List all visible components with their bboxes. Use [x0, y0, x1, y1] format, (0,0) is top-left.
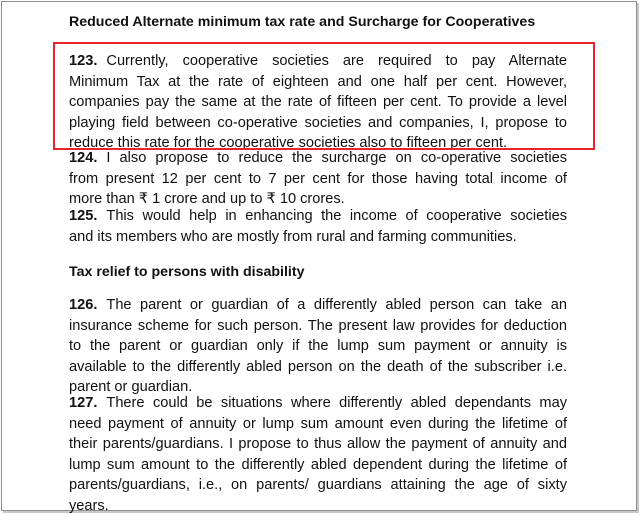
paragraph-number: 123. [69, 53, 98, 69]
paragraph-line: years. [69, 497, 109, 514]
paragraph-124 [69, 148, 567, 210]
paragraph-number: 126. [69, 297, 98, 313]
paragraph-line: from present 12 per cent to 7 per cent for those having total income of [69, 170, 567, 187]
paragraph-number: 125. [69, 208, 98, 224]
section-heading-disability: Tax relief to persons with disability [69, 264, 305, 280]
paragraph-line: parent or guardian. [69, 379, 193, 396]
highlight-annotation-box [53, 42, 595, 150]
paragraph-127 [69, 393, 567, 517]
paragraph-line: to the parent or guardian only if the lump sum payment or annuity is [69, 338, 567, 355]
paragraph-line: insurance scheme for such person. The present law provides for deduction [69, 317, 567, 334]
paragraph-line: 126. The parent or guardian of a differently abled person can take an [69, 297, 567, 313]
paragraph-line: 123. Currently, cooperative societies are required to pay Alternate [69, 53, 567, 69]
paragraph-line: 125. This would help in enhancing the income of cooperative societies [69, 208, 567, 224]
paragraph-line: reduce this rate for the cooperative societies also to fifteen per cent. [69, 135, 508, 152]
paragraph-line: parents/guardians, i.e., on parents/ guardians attaining the age of sixty [69, 477, 567, 494]
paragraph-line: their parents/guardians. I propose to thus allow the payment of annuity and [69, 436, 567, 453]
paragraph-126 [69, 295, 567, 398]
paragraph-line: and its members who are mostly from rural and farming communities. [69, 228, 517, 245]
paragraph-number: 124. [69, 150, 98, 166]
paragraph-line: need payment of annuity or lump sum amount even during the lifetime of [69, 415, 567, 432]
paragraph-line: 124. I also propose to reduce the surcharge on co-operative societies [69, 150, 567, 166]
paragraph-line: companies pay the same at the rate of fifteen per cent. To provide a level [69, 94, 567, 111]
section-heading-cooperatives: Reduced Alternate minimum tax rate and Surcharge for Cooperatives [69, 14, 536, 30]
paragraph-line: lump sum amount to the differently abled dependent during the lifetime of [69, 456, 567, 473]
paragraph-line: playing field between co-operative societies and companies, I, propose to [69, 114, 567, 131]
paragraph-line: available to the differently abled person on the death of the subscriber i.e. [69, 358, 567, 375]
paragraph-line: Minimum Tax at the rate of eighteen and one half per cent. However, [69, 73, 567, 90]
paragraph-125 [69, 206, 567, 247]
paragraph-number: 127. [69, 395, 98, 411]
paragraph-line: more than ₹ 1 crore and up to ₹ 10 crores. [69, 191, 345, 208]
paragraph-line: 127. There could be situations where differently abled dependants may [69, 395, 567, 411]
